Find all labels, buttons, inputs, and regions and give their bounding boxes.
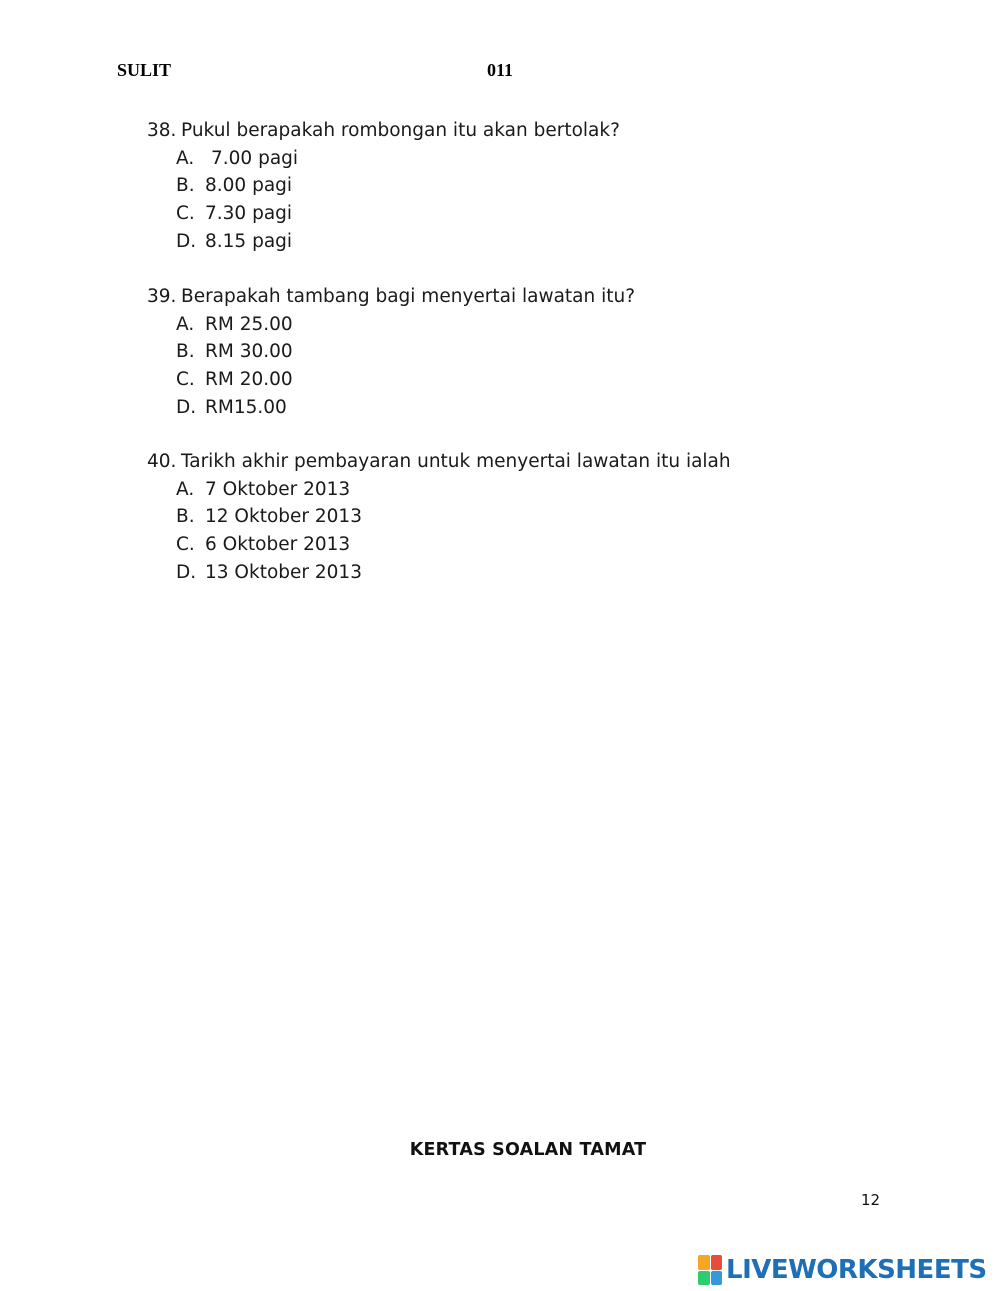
option-letter: C. [176, 534, 195, 556]
option-c[interactable] [147, 531, 907, 559]
logo-tile [698, 1271, 710, 1286]
page-number: 12 [861, 1191, 881, 1209]
option-text: 7.30 pagi [205, 203, 293, 225]
option-c[interactable] [147, 200, 907, 228]
header-paper-code: 011 [487, 60, 514, 80]
logo-tile [711, 1255, 723, 1270]
question-stem [147, 117, 907, 145]
option-text: 13 Oktober 2013 [205, 561, 362, 583]
option-text: RM 30.00 [205, 341, 293, 363]
question-stem [147, 448, 907, 476]
option-text: 12 Oktober 2013 [205, 506, 362, 528]
option-d[interactable] [147, 394, 907, 422]
option-d[interactable] [147, 559, 907, 587]
option-letter: A. [176, 478, 195, 500]
liveworksheets-brand[interactable] [698, 1252, 987, 1288]
option-letter: D. [176, 230, 197, 252]
option-text: RM15.00 [205, 396, 287, 418]
question-number: 38. [147, 120, 177, 141]
question-text: Tarikh akhir pembayaran untuk menyertai lawatan itu ialah [181, 451, 731, 472]
question-number: 40. [147, 451, 177, 472]
option-text: 8.00 pagi [205, 175, 293, 197]
option-text: 7 Oktober 2013 [205, 478, 351, 500]
option-letter: A. [176, 313, 195, 335]
option-b[interactable] [147, 172, 907, 200]
logo-tile [698, 1255, 710, 1270]
option-text: 6 Oktober 2013 [205, 534, 351, 556]
end-of-paper-title: KERTAS SOALAN TAMAT [409, 1140, 647, 1160]
option-text: RM 20.00 [205, 369, 293, 391]
option-text: 8.15 pagi [205, 230, 293, 252]
option-a[interactable] [147, 145, 907, 173]
question-39 [147, 283, 907, 421]
option-letter: A. [176, 147, 195, 169]
option-letter: B. [176, 341, 195, 363]
option-d[interactable] [147, 228, 907, 256]
option-letter: B. [176, 175, 195, 197]
option-text: RM 25.00 [205, 313, 293, 335]
option-letter: D. [176, 396, 197, 418]
option-letter: B. [176, 506, 195, 528]
liveworksheets-logo-icon [698, 1255, 722, 1285]
option-letter: C. [176, 369, 195, 391]
option-letter: D. [176, 561, 197, 583]
option-c[interactable] [147, 366, 907, 394]
option-b[interactable] [147, 503, 907, 531]
option-a[interactable] [147, 476, 907, 504]
question-text: Pukul berapakah rombongan itu akan bertolak? [181, 120, 620, 141]
option-text: 7.00 pagi [211, 147, 299, 169]
option-a[interactable] [147, 311, 907, 339]
question-38 [147, 117, 907, 255]
brand-name: LIVEWORKSHEETS [726, 1255, 987, 1285]
question-text: Berapakah tambang bagi menyertai lawatan itu? [181, 286, 636, 307]
logo-tile [711, 1271, 723, 1286]
question-number: 39. [147, 286, 177, 307]
header-sulit: SULIT [117, 60, 172, 80]
option-letter: C. [176, 203, 195, 225]
option-b[interactable] [147, 338, 907, 366]
question-stem [147, 283, 907, 311]
question-40 [147, 448, 907, 586]
